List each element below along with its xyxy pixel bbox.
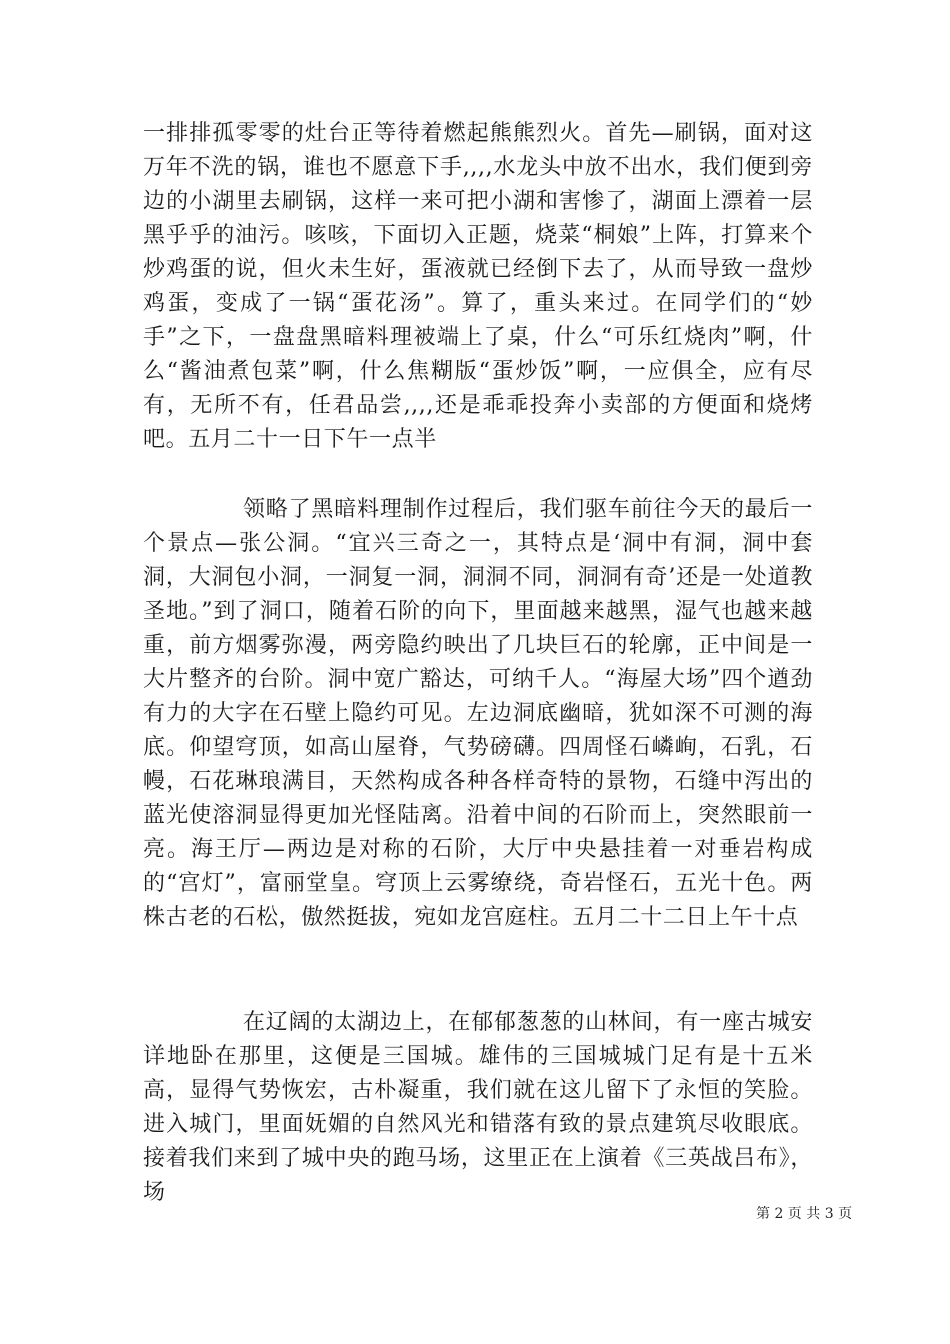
paragraph-cooking: 一排排孤零零的灶台正等待着燃起熊熊烈火。首先—刷锅，面对这万年不洗的锅，谁也不愿意下手,,,,水龙头中放不出水，我们便到旁边的小湖里去刷锅，这样一来可把小湖和害惨了，湖面上漂着一层黑乎乎的油污。咳咳，下面切入正题，烧菜“桐娘”上阵，打算来个炒鸡蛋的说，但火未生好，蛋液就已经倒下去了，从而导致一盘炒鸡蛋，变成了一锅“蛋花汤”。算了，重头来过。在同学们的“妙手”之下，一盘盘黑暗料理被端上了桌，什么“可乐红烧肉”啊，什么“酱油煮包菜”啊，什么焦糊版“蛋炒饭”啊，一应俱全，应有尽有，无所不有，任君品尝,,,,还是乖乖投奔小卖部的方便面和烧烤吧。五月二十一日下午一点半 <box>143 121 813 452</box>
page-number-footer: 第 2 页 共 3 页 <box>756 1206 853 1222</box>
paragraph-zhanggong-cave: 领略了黑暗料理制作过程后，我们驱车前往今天的最后一个景点—张公洞。“宜兴三奇之一，其特点是‘洞中有洞，洞中套洞，大洞包小洞，一洞复一洞，洞洞不同，洞洞有奇’还是一处道教圣地。”到了洞口，随着石阶的向下，里面越来越黑，湿气也越来越重，前方烟雾弥漫，两旁隐约映出了几块巨石的轮廓，正中间是一大片整齐的台阶。洞中宽广豁达，可纳千人。“海屋大场”四个遒劲有力的大字在石壁上隐约可见。左边洞底幽暗，犹如深不可测的海底。仰望穹顶，如高山屋脊，气势磅礴。四周怪石嶙峋，石乳，石幔，石花琳琅满目，天然构成各种各样奇特的景物，石缝中泻出的蓝光使溶洞显得更加光怪陆离。沿着中间的石阶而上，突然眼前一亮。海王厅—两边是对称的石阶，大厅中央悬挂着一对垂岩构成的“宫灯”，富丽堂皇。穹顶上云雾缭绕，奇岩怪石，五光十色。两株古老的石松，傲然挺拔，宛如龙宫庭柱。五月二十二日上午十点 <box>143 497 813 930</box>
paragraph-three-kingdoms-city: 在辽阔的太湖边上，在郁郁葱葱的山林间，有一座古城安详地卧在那里，这便是三国城。雄伟的三国城城门足有是十五米高，显得气势恢宏，古朴凝重，我们就在这儿留下了永恒的笑脸。进入城门，里面妩媚的自然风光和错落有致的景点建筑尽收眼底。接着我们来到了城中央的跑马场，这里正在上演着《三英战吕布》，场 <box>143 1010 813 1205</box>
